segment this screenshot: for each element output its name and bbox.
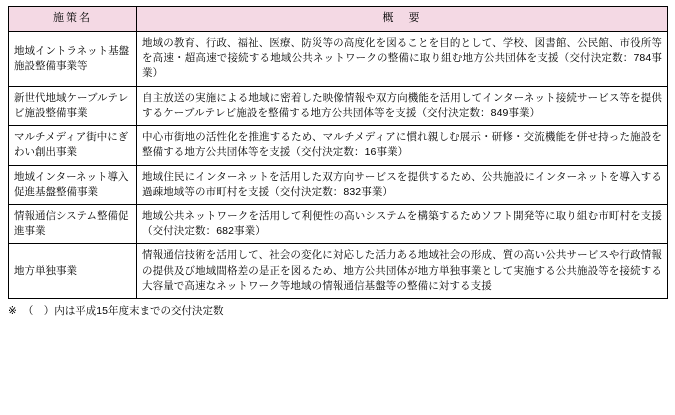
measure-name: 情報通信システム整備促進事業 — [9, 204, 137, 243]
column-header-name: 施策名 — [9, 7, 137, 32]
measure-name: 地方単独事業 — [9, 244, 137, 299]
table-row — [9, 126, 668, 165]
measure-name: 地域インターネット導入促進基盤整備事業 — [9, 165, 137, 204]
table-row — [9, 86, 668, 125]
footnote-text: （ ）内は平成15年度末までの交付決定数 — [22, 305, 224, 318]
measure-name: 地域イントラネット基盤施設整備事業等 — [9, 32, 137, 87]
table-footnote — [8, 304, 667, 319]
table-row — [9, 244, 668, 299]
column-header-summary: 概 要 — [137, 7, 668, 32]
measure-summary: 中心市街地の活性化を推進するため、マルチメディアに慣れ親しむ展示・研修・交流機能を併せ持った施設を整備する地方公共団体等を支援（交付決定数：16事業） — [137, 126, 668, 165]
table-header-row — [9, 7, 668, 32]
table-body — [9, 32, 668, 299]
measure-name: 新世代地域ケーブルテレビ施設整備事業 — [9, 86, 137, 125]
table-header — [9, 7, 668, 32]
measure-summary: 地域住民にインターネットを活用した双方向サービスを提供するため、公共施設にインターネットを導入する過疎地域等の市町村を支援（交付決定数：832事業） — [137, 165, 668, 204]
table-row — [9, 204, 668, 243]
measure-name: マルチメディア街中にぎわい創出事業 — [9, 126, 137, 165]
table-row — [9, 32, 668, 87]
measure-summary: 地域公共ネットワークを活用して利便性の高いシステムを構築するためソフト開発等に取り組む市町村を支援（交付決定数：682事業） — [137, 204, 668, 243]
measure-summary: 自主放送の実施による地域に密着した映像情報や双方向機能を活用してインターネット接続サービス等を提供するケーブルテレビ施設を整備する地方公共団体等を支援（交付決定数：849事業） — [137, 86, 668, 125]
measure-summary: 地域の教育、行政、福祉、医療、防災等の高度化を図ることを目的として、学校、図書館、公民館、市役所等を高速・超高速で接続する地域公共ネットワークの整備に取り組む地方公共団体を支援（交付決定数：784事業） — [137, 32, 668, 87]
measure-summary: 情報通信技術を活用して、社会の変化に対応した活力ある地域社会の形成、質の高い公共サービスや行政情報の提供及び地域間格差の是正を図るため、地方公共団体が地方単独事業として実施する公共施設等を接続する大容量で高速なネットワーク等地域の情報通信基盤等の整備に対する支援 — [137, 244, 668, 299]
footnote-mark: ※ — [8, 305, 17, 318]
policy-measures-table — [8, 6, 668, 299]
table-row — [9, 165, 668, 204]
